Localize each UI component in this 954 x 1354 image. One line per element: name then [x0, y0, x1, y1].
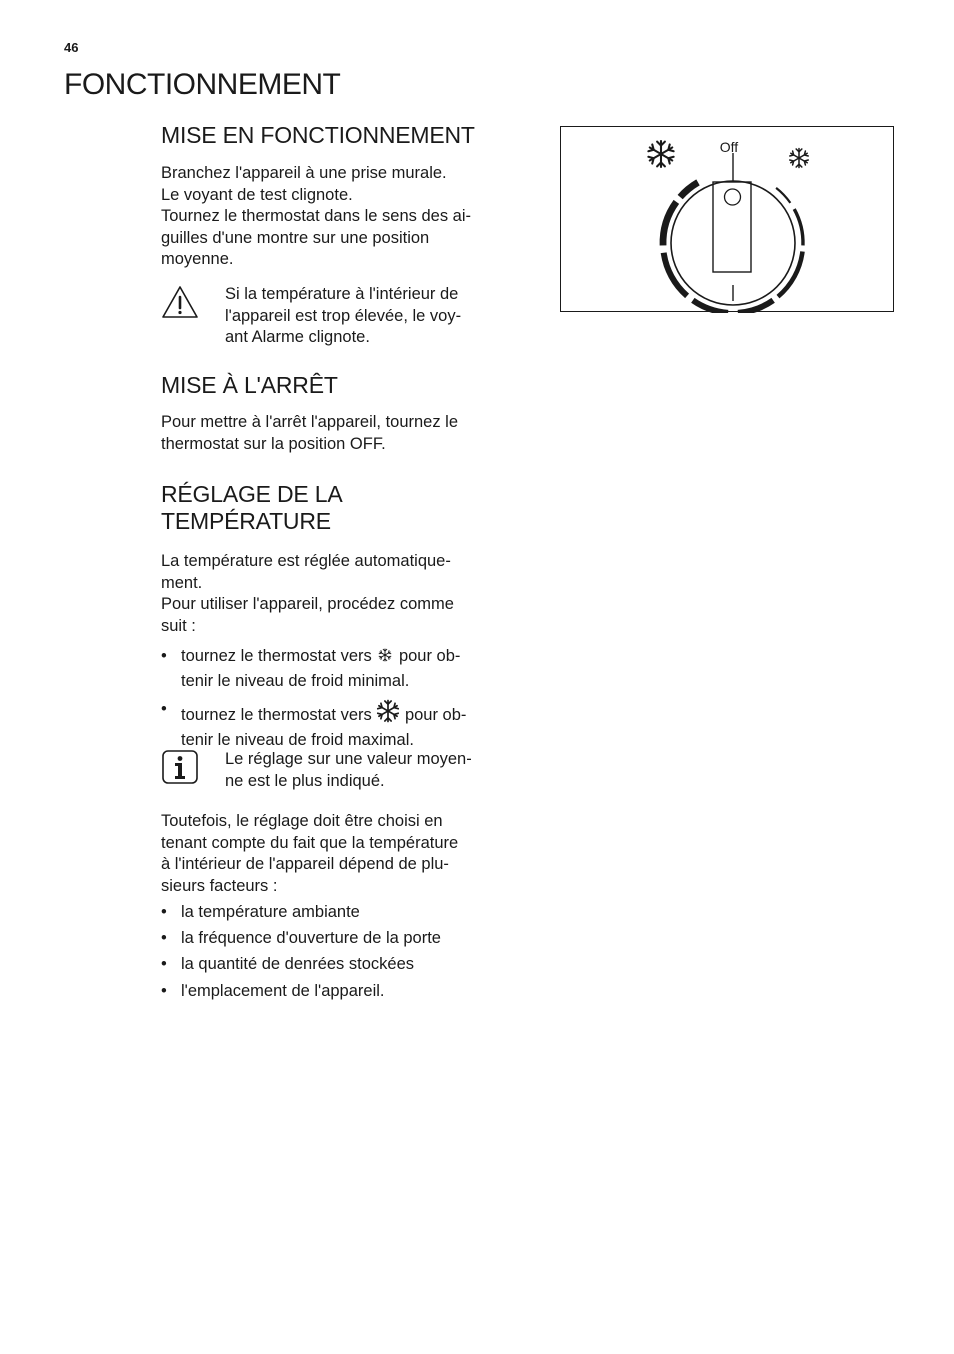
- snowflake-small-icon: [376, 646, 394, 671]
- bullet-max-after: pour ob- tenir le niveau de froid maximal.: [181, 706, 467, 749]
- off-label: Off: [719, 139, 739, 155]
- bullet-max-before: tournez le thermostat vers: [181, 706, 372, 724]
- list-item: • l'emplacement de l'appareil.: [161, 981, 385, 1000]
- section-stop-body: Pour mettre à l'arrêt l'appareil, tournez le thermostat sur la position OFF.: [161, 413, 459, 453]
- bullet-min-after: pour ob- tenir le niveau de froid minimal.: [181, 647, 461, 690]
- thermostat-bullets: [161, 646, 521, 751]
- warning-note: [161, 284, 521, 349]
- factor-text: l'emplacement de l'appareil.: [181, 981, 385, 1000]
- warning-text: Si la température à l'intérieur de l'appareil est trop élevée, le voy- ant Alarme clignote.: [225, 285, 462, 346]
- factor-text: la température ambiante: [181, 903, 360, 921]
- factors-list: [161, 902, 521, 1002]
- section-heading-start: MISE EN FONCTIONNEMENT: [161, 122, 475, 148]
- section-stop: [161, 372, 521, 455]
- snowflake-large-icon: [648, 141, 674, 167]
- list-item: • la fréquence d'ouverture de la porte: [161, 929, 441, 948]
- snowflake-small-icon: [789, 149, 808, 168]
- thermostat-figure: [560, 126, 894, 312]
- factors-intro: Toutefois, le réglage doit être choisi en tenant compte du fait que la température à l'intérieur de l'appareil dépend de plu- sieurs facteurs :: [161, 812, 459, 895]
- info-text: Le réglage sur une valeur moyen- ne est le plus indiqué.: [225, 750, 472, 790]
- section-start: [161, 122, 521, 271]
- bullet-min-before: tournez le thermostat vers: [181, 647, 372, 665]
- factors-section: [161, 811, 521, 1002]
- list-item: • tournez le thermostat vers pour ob- tenir le niveau de froid maximal.: [161, 700, 467, 749]
- info-icon: [161, 749, 199, 790]
- section-temp-body: La température est réglée automatique- ment. Pour utiliser l'appareil, procédez comme suit :: [161, 552, 454, 635]
- list-item: • la quantité de denrées stockées: [161, 955, 414, 974]
- section-heading-temp: [161, 481, 521, 535]
- snowflake-large-icon: [376, 699, 400, 730]
- section-start-body: Branchez l'appareil à une prise murale. Le voyant de test clignote. Tournez le thermostat dans le sens des ai- guilles d'une montre sur une position moyenne.: [161, 164, 471, 268]
- chapter-title: FONCTIONNEMENT: [64, 68, 341, 101]
- section-heading-temp-line1: RÉGLAGE DE LA: [161, 481, 343, 507]
- list-item: • la température ambiante: [161, 903, 360, 921]
- factor-text: la fréquence d'ouverture de la porte: [181, 929, 441, 948]
- warning-triangle-icon: [161, 284, 199, 325]
- section-heading-temp-line2: TEMPÉRATURE: [161, 508, 331, 534]
- page-number: 46: [64, 40, 79, 55]
- list-item: • tournez le thermostat vers pour ob- tenir le niveau de froid minimal.: [161, 647, 461, 690]
- factor-text: la quantité de denrées stockées: [181, 955, 414, 974]
- section-heading-stop: MISE À L'ARRÊT: [161, 372, 338, 398]
- section-temp: [161, 481, 521, 751]
- thermostat-dial: [561, 127, 895, 313]
- info-note: [161, 749, 521, 792]
